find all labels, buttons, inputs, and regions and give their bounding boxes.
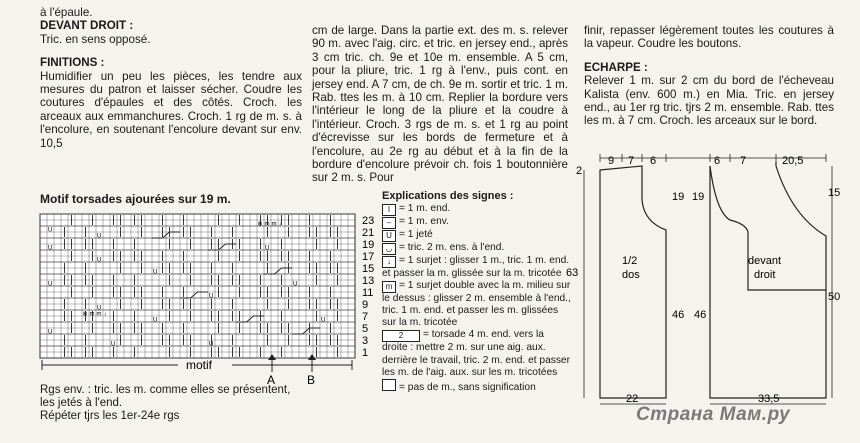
k2tog-symbol-icon: ◡ bbox=[382, 243, 396, 255]
legend-text: = pas de m., sans signification bbox=[399, 381, 536, 393]
legend-item-skp bbox=[382, 255, 572, 280]
yarnover-mark: U bbox=[321, 317, 326, 324]
dim-label: 46 bbox=[672, 309, 685, 321]
double-decrease-symbol-icon: m bbox=[382, 281, 396, 293]
back-piece-label: dos bbox=[622, 269, 640, 281]
marker-a bbox=[267, 354, 276, 387]
row-number: 11 bbox=[362, 287, 374, 299]
symbol-legend bbox=[382, 190, 572, 394]
site-watermark: Страна Мам.ру bbox=[636, 404, 791, 425]
row-number: 15 bbox=[362, 263, 375, 275]
row-number: 3 bbox=[362, 335, 369, 347]
dim-label: 33,5 bbox=[758, 393, 780, 405]
legend-text: = 1 m. env. bbox=[399, 216, 449, 228]
wrong-side-note: Rgs env. : tric. les m. comme elles se présentent, les jetés à l'end. bbox=[40, 384, 291, 409]
finish-text: finir, repasser légèrement toutes les coutures à la vapeur. Coudre les boutons. bbox=[584, 24, 834, 51]
legend-item-knit bbox=[382, 203, 572, 216]
row-number: 23 bbox=[362, 215, 375, 227]
knit-symbol-icon: I bbox=[382, 204, 396, 216]
front-piece-label: droit bbox=[754, 269, 776, 281]
echarpe-text: Relever 1 m. sur 2 cm du bord de l'écheveau Kalista (env. 600 m.) en Mia. Tric. en jersey end., au 1er rg tric. tjrs 2 m. ensemble. Rab. ttes les m. à 7 cm. Croch. les arceaux sur le bord. bbox=[584, 74, 834, 128]
row-number: 7 bbox=[362, 311, 369, 323]
knitting-chart bbox=[40, 210, 382, 386]
back-piece-outline bbox=[600, 166, 666, 398]
dim-label: 6 bbox=[650, 155, 657, 167]
dim-label: 2 bbox=[576, 165, 583, 177]
yarnover-mark: U bbox=[153, 269, 158, 276]
legend-text: = tric. 2 m. ens. à l'end. bbox=[399, 242, 505, 254]
row-number: 17 bbox=[362, 251, 375, 263]
legend-text: = torsade 4 m. end. vers la droite : mettre 2 m. sur une aig. aux. derrière le travail, tric. 2 m. end. et passer les m. de l'aig. aux. sur les m. tricotées bbox=[382, 329, 570, 378]
legend-item-double-dec bbox=[382, 280, 572, 329]
dim-label: 22 bbox=[626, 393, 639, 405]
finitions-heading: FINITIONS : bbox=[40, 56, 105, 70]
yarnover-mark: U bbox=[48, 245, 53, 252]
text-column-3 bbox=[584, 24, 834, 128]
decrease-mark: m bbox=[271, 221, 277, 228]
decrease-mark: m bbox=[89, 311, 95, 318]
decrease-mark: ↓ bbox=[103, 311, 107, 318]
yarnover-mark: U bbox=[48, 281, 53, 288]
yarnover-mark: U bbox=[48, 329, 53, 336]
row-number: 13 bbox=[362, 275, 375, 287]
dim-label: 7 bbox=[740, 155, 747, 167]
yarnover-mark: U bbox=[209, 293, 214, 300]
front-piece-label: devant bbox=[748, 255, 782, 267]
legend-item-cable bbox=[382, 329, 572, 378]
finitions-text: Humidifier un peu les pièces, les tendre aux mesures du patron et laisser sécher. Coudre les coutures d'épaules et des côtés. Croch. les arceaux aux emmanchures. Croch. 1 rg de m. s. à l'encolure, en soutenant l'encolure devant sur env. 10,5 bbox=[40, 69, 302, 150]
devant-droit-text: Tric. en sens opposé. bbox=[40, 32, 151, 46]
echarpe-heading: ECHARPE : bbox=[584, 60, 648, 74]
chart-notes bbox=[40, 384, 300, 423]
decrease-mark: ⊗ bbox=[257, 221, 263, 228]
dim-label: 7 bbox=[628, 155, 635, 167]
legend-item-no-stitch bbox=[382, 379, 572, 394]
decrease-mark: m bbox=[264, 221, 270, 228]
yarnover-mark: U bbox=[265, 245, 270, 252]
yarnover-mark: U bbox=[97, 257, 102, 264]
row-number: 1 bbox=[362, 347, 369, 359]
dim-label: 50 bbox=[828, 291, 841, 303]
legend-item-k2tog bbox=[382, 242, 572, 255]
row-number: 5 bbox=[362, 323, 369, 335]
skp-symbol-icon: ↓ bbox=[382, 256, 396, 268]
purl-symbol-icon: – bbox=[382, 217, 396, 229]
dim-label: 9 bbox=[608, 155, 615, 167]
dim-label: 19 bbox=[672, 191, 685, 203]
row-number: 9 bbox=[362, 299, 369, 311]
text-line-epaule: à l'épaule. bbox=[40, 6, 93, 19]
marker-b bbox=[307, 354, 316, 387]
legend-text: = 1 jeté bbox=[399, 229, 433, 241]
text-column-2 bbox=[312, 24, 568, 185]
row-number: 21 bbox=[362, 227, 375, 239]
legend-item-purl bbox=[382, 216, 572, 229]
dim-label: 63 bbox=[566, 267, 579, 279]
yarnover-mark: U bbox=[111, 341, 116, 348]
decrease-mark: m bbox=[96, 311, 102, 318]
decrease-mark: ⊗ bbox=[82, 311, 88, 318]
front-piece-outline bbox=[710, 166, 826, 398]
yarnover-mark: U bbox=[209, 341, 214, 348]
motif-chart-title: Motif torsades ajourées sur 19 m. bbox=[40, 192, 231, 206]
decrease-mark: ↓ bbox=[278, 221, 282, 228]
garment-schematic bbox=[566, 150, 841, 410]
legend-text: = 1 surjet double avec la m. milieu sur le dessus : glisser 2 m. ensemble à l'end., tric. 1 m. end. et passer les m. glissées sur la m. tricotée bbox=[382, 280, 571, 329]
legend-text: = 1 m. end. bbox=[399, 203, 451, 215]
text-column-1 bbox=[40, 6, 302, 150]
bordure-text: cm de large. Dans la partie ext. des m. s. relever 90 m. avec l'aig. circ. et tric. en jersey end., après 3 cm tric. ch. 9e et 10e m. ensemble. A 5 cm, pour la pliure, tric. 1 rg à l'env., puis cont. en jersey end. A 7 cm, de ch. 9e m. sortir et tric. 1 m. Rab. ttes les m. à 10 cm. Replier la bordure vers l'intérieur le long de la pliure et la coudre à l'intérieur. Croch. 3 rgs de m. s. et 1 rg au point d'écrevisse sur les bords de fermeture et à l'encolure, au 2e rg au début et à la fin de la bordure d'encolure prévoir ch. fois 1 boutonnière sur 2 m. s. Pour bbox=[312, 24, 568, 185]
dim-label: 46 bbox=[694, 309, 707, 321]
yarnover-symbol-icon: U bbox=[382, 230, 396, 242]
row-number-labels bbox=[362, 215, 374, 359]
yarnover-mark: U bbox=[97, 233, 102, 240]
legend-title: Explications des signes : bbox=[382, 190, 514, 202]
yarnover-mark: U bbox=[293, 281, 298, 288]
yarnover-mark: U bbox=[97, 305, 102, 312]
dim-label: 15 bbox=[828, 187, 841, 199]
no-stitch-symbol-icon bbox=[382, 379, 396, 391]
motif-bracket bbox=[42, 358, 352, 372]
back-piece-label: 1/2 bbox=[622, 255, 638, 267]
dim-label: 20,5 bbox=[782, 155, 804, 167]
devant-droit-heading: DEVANT DROIT : bbox=[40, 19, 134, 33]
marker-a-label: A bbox=[267, 373, 276, 387]
dim-label: 19 bbox=[692, 191, 705, 203]
motif-label: motif bbox=[186, 358, 213, 372]
yarnover-mark: U bbox=[153, 317, 158, 324]
legend-text: = 1 surjet : glisser 1 m., tric. 1 m. end. et passer la m. glissée sur la m. tricotée bbox=[382, 255, 570, 280]
row-number: 19 bbox=[362, 239, 375, 251]
legend-item-yarnover bbox=[382, 229, 572, 242]
chart-grid bbox=[40, 214, 355, 358]
repeat-note: Répéter tjrs les 1er-24e rgs bbox=[40, 410, 180, 422]
cable-symbol-icon: 2 bbox=[382, 330, 420, 342]
dim-label: 6 bbox=[714, 155, 721, 167]
yarnover-mark: U bbox=[48, 227, 53, 234]
marker-b-label: B bbox=[307, 373, 316, 387]
